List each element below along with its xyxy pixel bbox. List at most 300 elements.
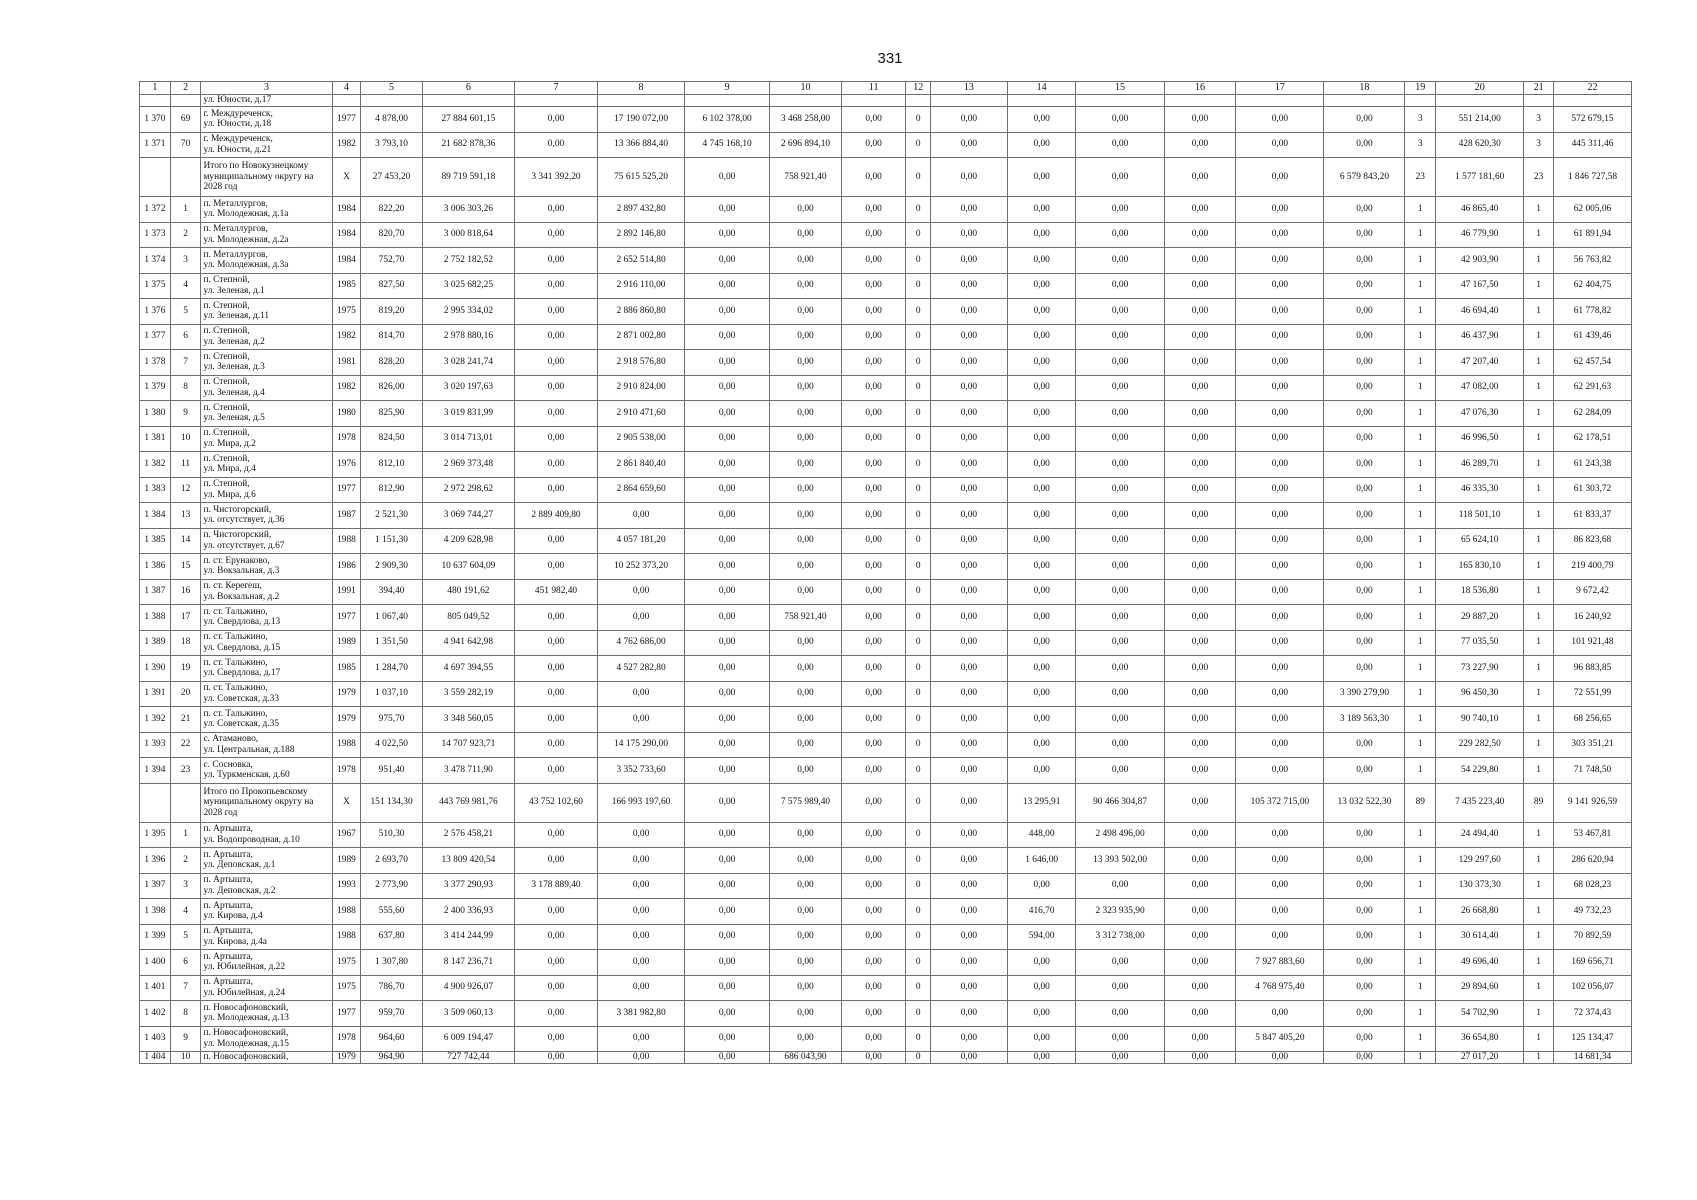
- table-cell: 2 323 935,90: [1076, 899, 1164, 925]
- table-cell: 1977: [332, 107, 361, 133]
- table-cell: 2 916 110,00: [598, 273, 685, 299]
- table-row: [140, 1001, 1632, 1027]
- table-cell: 1 386: [140, 554, 171, 580]
- table-cell: 1 378: [140, 350, 171, 376]
- table-cell: 0,00: [930, 605, 1007, 631]
- column-number-header: 8: [598, 82, 685, 95]
- table-row: [140, 554, 1632, 580]
- table-cell: 4 697 394,55: [422, 656, 514, 682]
- table-cell: 0,00: [685, 848, 770, 874]
- table-cell: 1: [1405, 630, 1436, 656]
- table-cell: 2 752 182,52: [422, 248, 514, 274]
- table-cell: 416,70: [1007, 899, 1076, 925]
- table-cell: 0,00: [1324, 873, 1405, 899]
- table-cell: 1 151,30: [361, 528, 422, 554]
- table-cell: 0,00: [1164, 681, 1236, 707]
- table-cell: 0,00: [841, 1001, 906, 1027]
- table-cell: 0,00: [1236, 401, 1324, 427]
- table-cell: 2 576 458,21: [422, 822, 514, 848]
- table-cell: 0,00: [930, 1026, 1007, 1052]
- district-total-row: [140, 783, 1632, 822]
- table-cell: 0,00: [1236, 477, 1324, 503]
- table-cell: 22: [170, 732, 201, 758]
- table-cell: 0,00: [1236, 899, 1324, 925]
- table-cell: 1 380: [140, 401, 171, 427]
- table-cell: 23: [170, 758, 201, 784]
- table-cell: 1: [1524, 375, 1554, 401]
- table-cell: 0,00: [1324, 605, 1405, 631]
- table-cell: 129 297,60: [1436, 848, 1524, 874]
- table-cell: 0,00: [1007, 681, 1076, 707]
- table-cell: 0,00: [685, 248, 770, 274]
- table-cell: 0,00: [1324, 899, 1405, 925]
- table-cell: 0: [906, 375, 931, 401]
- table-cell: 1: [1405, 822, 1436, 848]
- table-cell: 2 972 298,62: [422, 477, 514, 503]
- table-cell: 0,00: [1007, 873, 1076, 899]
- table-cell: 394,40: [361, 579, 422, 605]
- table-cell: 4 762 686,00: [598, 630, 685, 656]
- table-cell: 0,00: [930, 222, 1007, 248]
- table-cell: 0,00: [1076, 273, 1164, 299]
- table-cell: 1 351,50: [361, 630, 422, 656]
- address-cell: п. Степной, ул. Зеленая, д.5: [201, 401, 332, 427]
- table-cell: 0,00: [1164, 1001, 1236, 1027]
- table-row: [140, 848, 1632, 874]
- table-cell: 0,00: [1324, 375, 1405, 401]
- table-cell: 1: [1524, 503, 1554, 529]
- table-cell: 0,00: [770, 707, 842, 733]
- table-cell: 0,00: [598, 707, 685, 733]
- table-cell: 0,00: [841, 924, 906, 950]
- table-cell: 46 437,90: [1436, 324, 1524, 350]
- table-cell: 77 035,50: [1436, 630, 1524, 656]
- table-cell: 0,00: [685, 503, 770, 529]
- table-cell: 0,00: [770, 528, 842, 554]
- table-cell: 1: [1405, 1001, 1436, 1027]
- table-cell: 0,00: [598, 822, 685, 848]
- table-cell: 5: [170, 924, 201, 950]
- table-cell: 21: [170, 707, 201, 733]
- table-cell: 3 377 290,93: [422, 873, 514, 899]
- total-label-cell: Итого по Новокузнецкому муниципальному округу на 2028 год: [201, 158, 332, 197]
- table-cell: 1 392: [140, 707, 171, 733]
- table-cell: 1982: [332, 324, 361, 350]
- table-cell: 62 284,09: [1553, 401, 1631, 427]
- table-cell: 975,70: [361, 707, 422, 733]
- table-cell: 0,00: [515, 707, 598, 733]
- table-cell: 0,00: [1164, 299, 1236, 325]
- table-cell: 0: [906, 758, 931, 784]
- table-cell: 1982: [332, 132, 361, 158]
- table-cell: 0,00: [841, 1026, 906, 1052]
- table-cell: 3 014 713,01: [422, 426, 514, 452]
- table-cell: 7 435 223,40: [1436, 783, 1524, 822]
- table-cell: 0,00: [1164, 324, 1236, 350]
- table-cell: 4: [170, 273, 201, 299]
- table-cell: 14: [170, 528, 201, 554]
- table-cell: 0,00: [598, 503, 685, 529]
- table-cell: [170, 158, 201, 197]
- table-cell: 0,00: [841, 503, 906, 529]
- table-cell: 286 620,94: [1553, 848, 1631, 874]
- table-cell: 1988: [332, 899, 361, 925]
- table-cell: 72 374,43: [1553, 1001, 1631, 1027]
- table-cell: 1: [1405, 924, 1436, 950]
- table-cell: 0,00: [1324, 350, 1405, 376]
- table-cell: 0,00: [1164, 248, 1236, 274]
- table-cell: 86 823,68: [1553, 528, 1631, 554]
- table-cell: 2: [170, 222, 201, 248]
- table-cell: 68 256,65: [1553, 707, 1631, 733]
- table-cell: 0,00: [685, 222, 770, 248]
- table-cell: 89: [1524, 783, 1554, 822]
- table-cell: 0,00: [1164, 975, 1236, 1001]
- table-cell: 0,00: [1324, 197, 1405, 223]
- table-cell: 2 696 894,10: [770, 132, 842, 158]
- table-cell: 1967: [332, 822, 361, 848]
- table-cell: 0,00: [930, 273, 1007, 299]
- address-cell: п. Артышта, ул. Юбилейная, д.24: [201, 975, 332, 1001]
- table-cell: 5: [170, 299, 201, 325]
- table-cell: 0,00: [1324, 822, 1405, 848]
- table-cell: 0,00: [1007, 324, 1076, 350]
- table-cell: 102 056,07: [1553, 975, 1631, 1001]
- table-cell: 0,00: [1076, 707, 1164, 733]
- table-cell: 0,00: [841, 783, 906, 822]
- table-cell: 1977: [332, 477, 361, 503]
- table-cell: 1 402: [140, 1001, 171, 1027]
- table-cell: 15: [170, 554, 201, 580]
- table-cell: 1: [1405, 605, 1436, 631]
- table-cell: 46 694,40: [1436, 299, 1524, 325]
- table-cell: 14 681,34: [1553, 1052, 1631, 1064]
- table-cell: 3 019 831,99: [422, 401, 514, 427]
- column-number-header: 20: [1436, 82, 1524, 95]
- table-cell: 1 037,10: [361, 681, 422, 707]
- table-cell: 0,00: [1076, 528, 1164, 554]
- table-cell: 0,00: [1007, 975, 1076, 1001]
- table-cell: 1: [1405, 324, 1436, 350]
- table-cell: 6 579 843,20: [1324, 158, 1405, 197]
- table-cell: 1 374: [140, 248, 171, 274]
- table-cell: X: [332, 158, 361, 197]
- table-cell: 8 147 236,71: [422, 950, 514, 976]
- column-number-header: 2: [170, 82, 201, 95]
- address-cell: п. Металлургов, ул. Молодежная, д.2а: [201, 222, 332, 248]
- table-cell: 0,00: [1164, 1052, 1236, 1064]
- table-cell: 1982: [332, 375, 361, 401]
- table-row: [140, 1026, 1632, 1052]
- table-cell: 62 005,06: [1553, 197, 1631, 223]
- table-cell: 0,00: [515, 477, 598, 503]
- table-cell: 814,70: [361, 324, 422, 350]
- table-cell: 1: [1524, 324, 1554, 350]
- table-cell: 0,00: [930, 1052, 1007, 1064]
- table-cell: 1 381: [140, 426, 171, 452]
- table-cell: 14 175 290,00: [598, 732, 685, 758]
- table-row: [140, 452, 1632, 478]
- table-cell: 26 668,80: [1436, 899, 1524, 925]
- address-cell: п. ст. Тальжино, ул. Советская, д.33: [201, 681, 332, 707]
- table-cell: 47 076,30: [1436, 401, 1524, 427]
- table-cell: 24 494,40: [1436, 822, 1524, 848]
- table-cell: 824,50: [361, 426, 422, 452]
- table-cell: 0,00: [1076, 873, 1164, 899]
- table-cell: 0,00: [515, 324, 598, 350]
- table-cell: 0,00: [1236, 681, 1324, 707]
- table-cell: 0,00: [1007, 528, 1076, 554]
- table-cell: 0,00: [1007, 158, 1076, 197]
- table-row: [140, 299, 1632, 325]
- address-cell: п. Артышта, ул. Деповская, д.1: [201, 848, 332, 874]
- table-cell: 1: [1405, 503, 1436, 529]
- table-row: [140, 975, 1632, 1001]
- table-cell: 0,00: [770, 299, 842, 325]
- table-cell: 1 391: [140, 681, 171, 707]
- table-cell: 18 536,80: [1436, 579, 1524, 605]
- table-row: [140, 656, 1632, 682]
- table-cell: 825,90: [361, 401, 422, 427]
- page-number: 331: [877, 50, 903, 67]
- table-cell: 3: [170, 873, 201, 899]
- table-row: [140, 197, 1632, 223]
- table-cell: 0,00: [598, 873, 685, 899]
- address-cell: п. ст. Тальжино, ул. Свердлова, д.17: [201, 656, 332, 682]
- address-cell: п. Новосафоновский, ул. Молодежная, д.13: [201, 1001, 332, 1027]
- table-cell: 0,00: [1076, 401, 1164, 427]
- table-cell: 90 466 304,87: [1076, 783, 1164, 822]
- address-cell: п. Артышта, ул. Кирова, д.4: [201, 899, 332, 925]
- table-cell: 9 141 926,59: [1553, 783, 1631, 822]
- table-cell: 0,00: [685, 873, 770, 899]
- table-cell: 1: [1524, 630, 1554, 656]
- table-cell: 0: [906, 732, 931, 758]
- table-cell: 0,00: [770, 950, 842, 976]
- table-row: [140, 324, 1632, 350]
- table-cell: 96 450,30: [1436, 681, 1524, 707]
- table-cell: 0,00: [1076, 197, 1164, 223]
- table-cell: 0,00: [930, 783, 1007, 822]
- column-number-header: 15: [1076, 82, 1164, 95]
- table-cell: 0,00: [685, 452, 770, 478]
- table-cell: 1: [1524, 822, 1554, 848]
- table-cell: 1 393: [140, 732, 171, 758]
- table-cell: 0,00: [1164, 783, 1236, 822]
- table-cell: 0,00: [1007, 273, 1076, 299]
- table-cell: 1976: [332, 452, 361, 478]
- table-cell: 1: [1405, 375, 1436, 401]
- table-cell: 1980: [332, 401, 361, 427]
- table-cell: 0,00: [515, 528, 598, 554]
- table-cell: 1: [1524, 401, 1554, 427]
- table-cell: 17: [170, 605, 201, 631]
- table-cell: 0,00: [930, 132, 1007, 158]
- table-cell: 0,00: [685, 299, 770, 325]
- table-cell: 0: [906, 503, 931, 529]
- table-cell: 13 295,91: [1007, 783, 1076, 822]
- table-cell: 0,00: [930, 924, 1007, 950]
- table-cell: [170, 783, 201, 822]
- table-cell: 0,00: [515, 375, 598, 401]
- address-cell: п. Степной, ул. Мира, д.6: [201, 477, 332, 503]
- table-cell: 0,00: [515, 222, 598, 248]
- table-cell: 0,00: [1164, 350, 1236, 376]
- table-cell: 1 384: [140, 503, 171, 529]
- table-cell: 0,00: [841, 950, 906, 976]
- table-cell: 555,60: [361, 899, 422, 925]
- table-cell: 820,70: [361, 222, 422, 248]
- table-cell: 0,00: [1076, 452, 1164, 478]
- table-cell: 0,00: [930, 848, 1007, 874]
- table-cell: 0,00: [1007, 426, 1076, 452]
- table-cell: 0,00: [1324, 630, 1405, 656]
- table-cell: 1 404: [140, 1052, 171, 1064]
- table-cell: 0,00: [1164, 107, 1236, 133]
- table-cell: 0,00: [1164, 452, 1236, 478]
- table-cell: 0,00: [1236, 222, 1324, 248]
- table-cell: 0,00: [515, 822, 598, 848]
- table-cell: 0,00: [841, 452, 906, 478]
- table-cell: 118 501,10: [1436, 503, 1524, 529]
- table-cell: 1984: [332, 222, 361, 248]
- table-cell: 10: [170, 1052, 201, 1064]
- address-cell: п. Степной, ул. Зеленая, д.2: [201, 324, 332, 350]
- table-cell: 0,00: [770, 401, 842, 427]
- column-number-header: 10: [770, 82, 842, 95]
- table-cell: 13 032 522,30: [1324, 783, 1405, 822]
- table-cell: 0,00: [1164, 197, 1236, 223]
- table-cell: 3 478 711,90: [422, 758, 514, 784]
- table-cell: 0,00: [1076, 158, 1164, 197]
- address-cell: п. Металлургов, ул. Молодежная, д.1а: [201, 197, 332, 223]
- table-cell: 0,00: [1324, 656, 1405, 682]
- address-cell: п. Чистогорский, ул. отсутствует, д.36: [201, 503, 332, 529]
- table-cell: 1985: [332, 273, 361, 299]
- column-number-header: 21: [1524, 82, 1554, 95]
- table-cell: 0,00: [770, 732, 842, 758]
- table-cell: 1 395: [140, 822, 171, 848]
- table-cell: 0,00: [841, 375, 906, 401]
- table-cell: 0,00: [841, 630, 906, 656]
- column-number-header: 19: [1405, 82, 1436, 95]
- table-cell: 0,00: [930, 503, 1007, 529]
- address-cell: п. Степной, ул. Мира, д.2: [201, 426, 332, 452]
- table-cell: 637,80: [361, 924, 422, 950]
- table-cell: 0,00: [1236, 873, 1324, 899]
- table-cell: 2: [170, 848, 201, 874]
- table-cell: 0,00: [1324, 924, 1405, 950]
- table-cell: 1: [1524, 950, 1554, 976]
- table-cell: 0,00: [1076, 248, 1164, 274]
- table-cell: 0,00: [770, 222, 842, 248]
- table-row: [140, 248, 1632, 274]
- table-cell: 2 521,30: [361, 503, 422, 529]
- table-cell: 0,00: [1164, 477, 1236, 503]
- table-cell: 0,00: [1236, 132, 1324, 158]
- table-row: [140, 273, 1632, 299]
- table-cell: 0,00: [841, 899, 906, 925]
- table-cell: 572 679,15: [1553, 107, 1631, 133]
- table-cell: 0: [906, 924, 931, 950]
- table-cell: 10: [170, 426, 201, 452]
- table-cell: 0,00: [1076, 132, 1164, 158]
- table-cell: 2 905 538,00: [598, 426, 685, 452]
- address-cell: п. ст. Тальжино, ул. Свердлова, д.13: [201, 605, 332, 631]
- table-cell: 0,00: [1076, 656, 1164, 682]
- address-cell: п. Степной, ул. Зеленая, д.3: [201, 350, 332, 376]
- table-cell: 0: [906, 452, 931, 478]
- table-cell: 1 401: [140, 975, 171, 1001]
- table-cell: 2 918 576,80: [598, 350, 685, 376]
- table-cell: 0,00: [770, 452, 842, 478]
- table-row: [140, 1052, 1632, 1064]
- table-cell: 3: [1524, 132, 1554, 158]
- table-cell: 0,00: [1236, 554, 1324, 580]
- table-cell: 0,00: [1007, 656, 1076, 682]
- table-cell: 12: [170, 477, 201, 503]
- table-cell: 0,00: [841, 401, 906, 427]
- table-cell: 0,00: [1007, 1052, 1076, 1064]
- table-row: [140, 107, 1632, 133]
- table-cell: 1 383: [140, 477, 171, 503]
- table-cell: 1: [1524, 899, 1554, 925]
- table-row: [140, 222, 1632, 248]
- table-cell: 0,00: [1236, 732, 1324, 758]
- table-cell: 17 190 072,00: [598, 107, 685, 133]
- table-cell: 1: [1405, 554, 1436, 580]
- table-cell: 1: [1405, 656, 1436, 682]
- table-cell: 812,10: [361, 452, 422, 478]
- table-cell: 964,90: [361, 1052, 422, 1064]
- table-cell: 3 178 889,40: [515, 873, 598, 899]
- table-cell: 62 291,63: [1553, 375, 1631, 401]
- table-cell: 0,00: [1076, 758, 1164, 784]
- table-cell: 822,20: [361, 197, 422, 223]
- table-cell: 1: [1405, 681, 1436, 707]
- table-cell: 1975: [332, 299, 361, 325]
- table-cell: 0,00: [515, 132, 598, 158]
- table-cell: 1978: [332, 426, 361, 452]
- table-cell: 0,00: [1164, 758, 1236, 784]
- table-cell: 0,00: [685, 783, 770, 822]
- table-cell: 3 414 244,99: [422, 924, 514, 950]
- table-cell: 727 742,44: [422, 1052, 514, 1064]
- table-cell: 14 707 923,71: [422, 732, 514, 758]
- address-cell: п. Новосафоновский,: [201, 1052, 332, 1064]
- table-cell: 0,00: [1007, 350, 1076, 376]
- table-cell: 0,00: [1236, 605, 1324, 631]
- table-cell: 0: [906, 605, 931, 631]
- table-cell: 1 389: [140, 630, 171, 656]
- table-cell: 4 022,50: [361, 732, 422, 758]
- table-cell: 0,00: [841, 1052, 906, 1064]
- table-cell: 445 311,46: [1553, 132, 1631, 158]
- table-cell: 0,00: [1236, 452, 1324, 478]
- table-row: [140, 132, 1632, 158]
- table-cell: 3 025 682,25: [422, 273, 514, 299]
- table-cell: 0,00: [930, 899, 1007, 925]
- table-cell: 1979: [332, 681, 361, 707]
- housing-register-table: [139, 81, 1632, 1064]
- table-cell: 0,00: [685, 401, 770, 427]
- table-cell: 0,00: [770, 350, 842, 376]
- table-cell: 303 351,21: [1553, 732, 1631, 758]
- table-row: [140, 899, 1632, 925]
- table-cell: 46 865,40: [1436, 197, 1524, 223]
- table-cell: 125 134,47: [1553, 1026, 1631, 1052]
- address-cell: п. Новосафоновский, ул. Молодежная, д.15: [201, 1026, 332, 1052]
